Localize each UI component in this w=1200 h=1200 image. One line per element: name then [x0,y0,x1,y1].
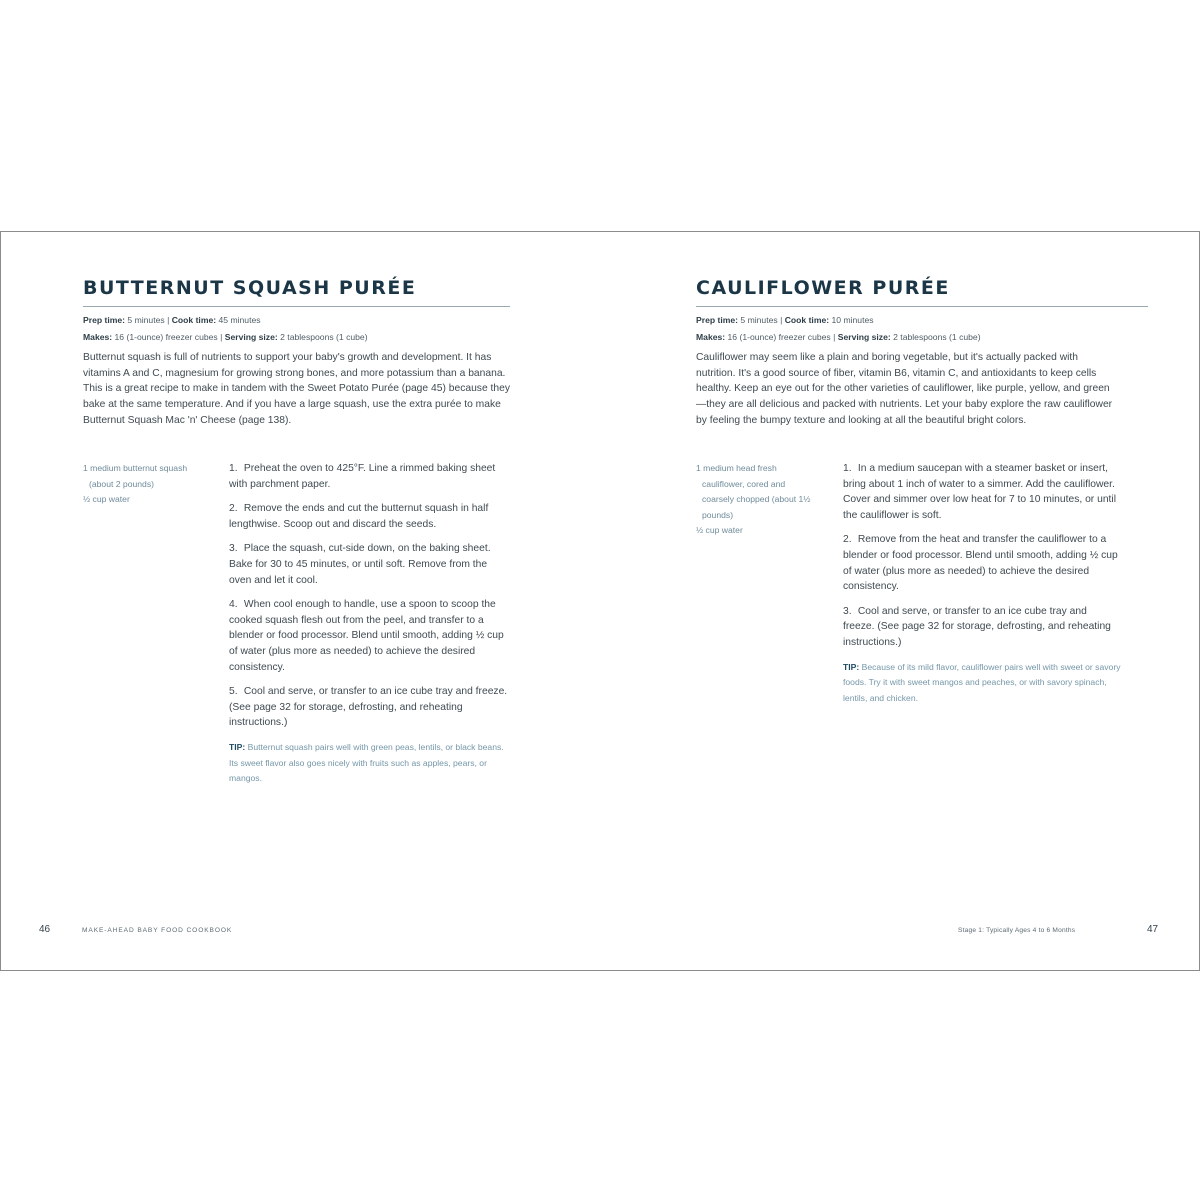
title-rule [696,306,1148,307]
running-head: Stage 1: Typically Ages 4 to 6 Months [958,927,1076,934]
step-text: Remove the ends and cut the butternut squash in half lengthwise. Scoop out and discard the seeds. [229,503,489,530]
cook-time-label: Cook time: [171,315,217,325]
step-text: Preheat the oven to 425°F. Line a rimmed baking sheet with parchment paper. [229,463,496,490]
tip-label: TIP: [843,661,860,672]
step-number: 1. [843,463,852,474]
tip-text: Because of its mild flavor, cauliflower pairs well with sweet or savory foods. Try it with sweet mangos and peaches, or with savory spinach, lentils, and chicken. [843,661,1121,703]
ingredient-item: 1 medium butternut squash (about 2 pounds) [83,463,188,489]
right-page [600,232,1199,970]
step-number: 5. [229,686,238,698]
recipe-intro: Cauliflower may seem like a plain and boring vegetable, but it's actually packed with nutrition. It's a good source of fiber, vitamin B6, vitamin C, and antioxidants to keep cells healthy. Keep an eye out for the other varieties of cauliflower, like purple, yellow, and green—they are all delicious and packed with nutrients. Let your baby explore the raw cauliflower by feeling the bumpy texture and looking at all the beautiful bright colors. [696,352,1113,426]
step-number: 3. [229,543,238,555]
step-number: 3. [843,605,852,617]
step-text: Cool and serve, or transfer to an ice cube tray and freeze. (See page 32 for storage, defrosting, and reheating instructions.) [843,605,1111,648]
recipe-tip [229,740,511,787]
meta-line-yield: Makes: 16 (1-ounce) freezer cubes | Serving size: 2 tablespoons (1 cube) [696,332,981,342]
prep-time-label: Prep time: [83,315,126,325]
page-number: 47 [1147,924,1159,935]
instruction-step [843,461,1121,523]
tip-label: TIP: [229,741,246,752]
instruction-list [229,461,511,787]
step-text: Cool and serve, or transfer to an ice cube tray and freeze. (See page 32 for storage, defrosting, and reheating instructions.) [229,686,508,729]
meta-line-time: Prep time: 5 minutes | Cook time: 45 minutes [83,315,261,325]
running-head: MAKE-AHEAD BABY FOOD COOKBOOK [82,927,233,934]
prep-time-label: Prep time: [696,315,739,325]
cook-time-label: Cook time: [784,315,830,325]
step-text: Place the squash, cut-side down, on the baking sheet. Bake for 30 to 45 minutes, or until soft. Remove from the oven and let it cool. [229,543,491,586]
ingredient-list [696,461,814,539]
ingredient-item: 1 medium head fresh cauliflower, cored and coarsely chopped (about 1½ pounds) [696,463,811,520]
step-text: Remove from the heat and transfer the cauliflower to a blender or food processor. Blend until smooth, adding ½ cup of water (plus more as needed) to achieve the desired consistency. [843,534,1118,593]
step-number: 1. [229,463,238,474]
ingredient-item: ½ cup water [83,494,130,504]
page-number: 46 [39,924,51,935]
recipe-tip [843,660,1121,707]
cook-time-value: 45 minutes [218,315,261,325]
instruction-step [843,532,1121,594]
recipe-intro: Butternut squash is full of nutrients to support your baby's growth and development. It has vitamins A and C, magnesium for growing strong bones, and more potassium than a banana. This is a great recipe to make in tandem with the Sweet Potato Purée (page 45) because they bake at the same temperature. And if you have a large squash, use the extra purée to make Butternut Squash Mac 'n' Cheese (page 138). [83,352,510,426]
step-number: 2. [843,534,852,546]
instruction-step [229,541,511,588]
makes-label: Makes: [696,332,726,342]
meta-line-yield: Makes: 16 (1-ounce) freezer cubes | Serving size: 2 tablespoons (1 cube) [83,332,368,342]
left-page [1,232,600,970]
step-number: 4. [229,599,238,611]
step-number: 2. [229,503,238,515]
instruction-step [229,597,511,675]
recipe-meta [696,312,981,346]
ingredient-item: ½ cup water [696,525,743,535]
instruction-step [229,461,511,492]
title-rule [83,306,510,307]
step-text: When cool enough to handle, use a spoon to scoop the cooked squash flesh out from the peel, and transfer to a blender or food processor. Blend until smooth, adding ½ cup of water (plus more as needed) to achieve the desired consistency. [229,599,504,673]
recipe-meta [83,312,368,346]
ingredient-list [83,461,205,508]
makes-label: Makes: [83,332,113,342]
prep-time-value: 5 minutes [740,315,778,325]
step-text: In a medium saucepan with a steamer basket or insert, bring about 1 inch of water to a simmer. Add the cauliflower. Cover and simmer over low heat for 7 to 10 minutes, or until the cauliflower is soft. [843,463,1116,521]
cook-time-value: 10 minutes [831,315,874,325]
prep-time-value: 5 minutes [127,315,165,325]
instruction-step [229,684,511,731]
makes-value: 16 (1-ounce) freezer cubes [114,332,218,342]
makes-value: 16 (1-ounce) freezer cubes [727,332,831,342]
meta-line-time: Prep time: 5 minutes | Cook time: 10 minutes [696,315,874,325]
recipe-title: BUTTERNUT SQUASH PURÉE [83,277,417,299]
book-spread [0,231,1200,971]
instruction-step [843,604,1121,651]
tip-text: Butternut squash pairs well with green peas, lentils, or black beans. Its sweet flavor also goes nicely with fruits such as apples, pears, or mangos. [229,741,504,784]
instruction-list [843,461,1121,706]
serving-size-label: Serving size: [837,332,891,342]
serving-size-value: 2 tablespoons (1 cube) [893,332,981,342]
recipe-title: CAULIFLOWER PURÉE [696,277,950,299]
serving-size-value: 2 tablespoons (1 cube) [280,332,368,342]
instruction-step [229,501,511,532]
serving-size-label: Serving size: [224,332,278,342]
